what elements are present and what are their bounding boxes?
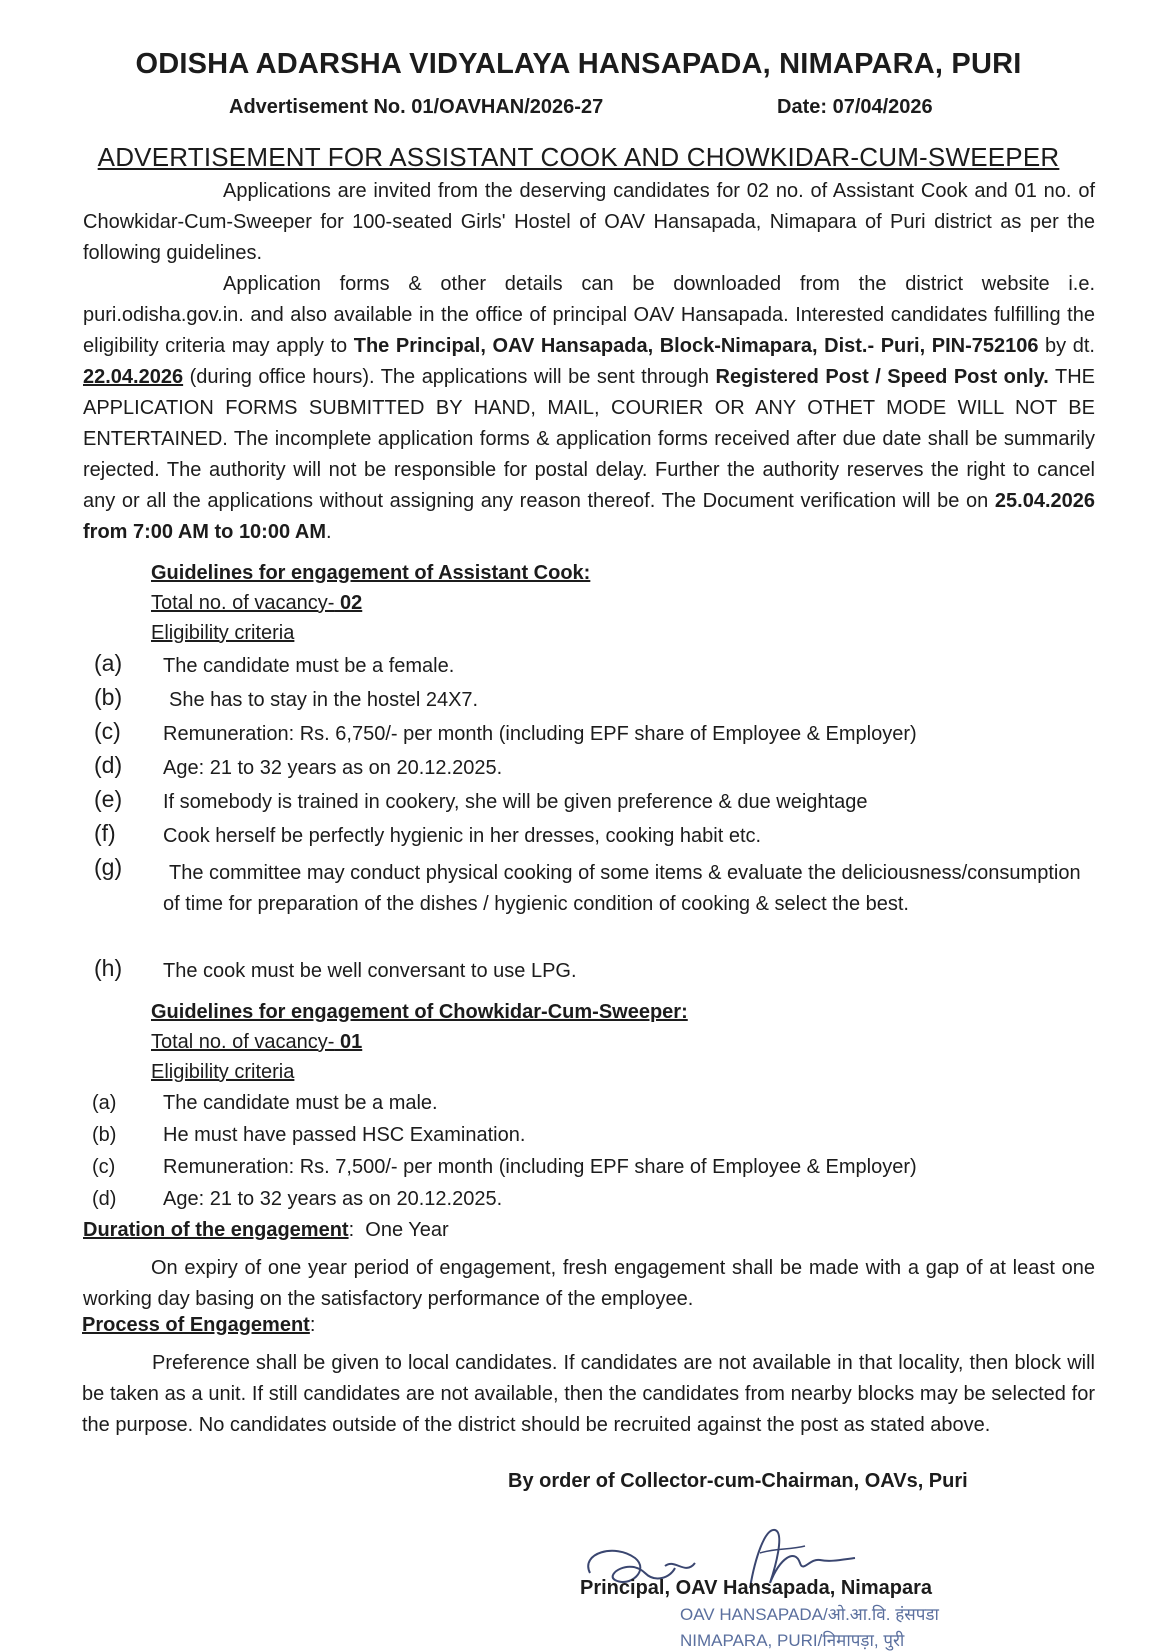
- verification-schedule: 25.04.2026 from 7:00 AM to 10:00 AM: [83, 490, 1095, 543]
- post-mode: Registered Post / Speed Post only.: [715, 366, 1049, 388]
- chowkidar-item-letter: (b): [92, 1124, 117, 1146]
- process-line: [82, 1314, 315, 1337]
- cook-item-text: Age: 21 to 32 years as on 20.12.2025.: [163, 757, 503, 779]
- by-order-line: By order of Collector-cum-Chairman, OAVs, Puri: [508, 1470, 968, 1492]
- stamp-line-1: OAV HANSAPADA/ओ.आ.वि. हंसपडा: [680, 1605, 939, 1624]
- cook-item-text: The committee may conduct physical cooking of some items & evaluate the deliciousness/consumption of time for preparation of the dishes / hygienic condition of cooking & select the best.: [163, 862, 1081, 915]
- intro-section: [83, 176, 1095, 548]
- cook-item-letter: (e): [94, 786, 123, 812]
- cook-item-letter: (c): [94, 718, 121, 744]
- cook-item-text: If somebody is trained in cookery, she will be given preference & due weightage: [163, 791, 868, 813]
- process-paragraph: Preference shall be given to local candidates. If candidates are not available in that locality, then block will be taken as a unit. If still candidates are not available, then the candidates from nearby blocks may be selected for the purpose. No candidates outside of the district should be recruited against the post as stated above.: [82, 1352, 1095, 1436]
- cook-item-text: The candidate must be a female.: [163, 655, 455, 677]
- chowkidar-guidelines-heading: Guidelines for engagement of Chowkidar-Cum-Sweeper:: [151, 1001, 688, 1023]
- cook-vacancy-value: 02: [334, 592, 363, 614]
- advertisement-heading: ADVERTISEMENT FOR ASSISTANT COOK AND CHOWKIDAR-CUM-SWEEPER: [97, 142, 1060, 172]
- cook-item-letter: (d): [94, 752, 123, 778]
- p2-text-b: by dt.: [1038, 335, 1095, 357]
- advertisement-number: Advertisement No. 01/OAVHAN/2026-27: [229, 96, 604, 118]
- chowkidar-vacancy-value: 01: [334, 1031, 363, 1053]
- chowkidar-item-letter: (d): [92, 1188, 117, 1210]
- due-date: 22.04.2026: [83, 366, 184, 388]
- cook-item-letter: (b): [94, 684, 123, 710]
- duration-section: [83, 1253, 1095, 1315]
- cook-item-letter: (g): [94, 854, 123, 880]
- duration-paragraph: On expiry of one year period of engagement, fresh engagement shall be made with a gap of at least one working day basing on the satisfactory performance of the employee.: [83, 1257, 1095, 1310]
- p2-text-end: .: [326, 521, 332, 543]
- school-name: ODISHA ADARSHA VIDYALAYA HANSAPADA, NIMAPARA, PURI: [135, 48, 1022, 80]
- chowkidar-item-letter: (c): [92, 1156, 116, 1178]
- chowkidar-item-text: Age: 21 to 32 years as on 20.12.2025.: [163, 1188, 503, 1210]
- cook-item-text: The cook must be well conversant to use LPG.: [163, 960, 577, 982]
- chowkidar-item-text: He must have passed HSC Examination.: [163, 1124, 526, 1146]
- cook-item-letter: (h): [94, 955, 123, 981]
- p2-text-a: Application forms & other details can be downloaded from the district website i.e. puri.odisha.gov.in. and also available in the office of principal OAV Hansapada. Interested candidates fulfilling the eligibility criteria may apply to: [83, 273, 1095, 357]
- chowkidar-item-text: The candidate must be a male.: [163, 1092, 438, 1114]
- cook-item-letter: (f): [94, 820, 116, 846]
- cook-item-text: She has to stay in the hostel 24X7.: [169, 689, 479, 711]
- cook-item-letter: (a): [94, 650, 123, 676]
- process-label: Process of Engagement: [82, 1314, 310, 1336]
- duration-line: [83, 1219, 449, 1242]
- p2-text-d: THE APPLICATION FORMS SUBMITTED BY HAND, MAIL, COURIER OR ANY OTHET MODE WILL NOT BE ENTERTAINED. The incomplete application forms & application forms received after due date shall be summarily rejected. The authority will not be responsible for postal delay. Further the authority reserves the right to cancel any or all the applications without assigning any reason thereof. The Document verification will be on: [83, 366, 1096, 512]
- cook-item-text: Cook herself be perfectly hygienic in her dresses, cooking habit etc.: [163, 825, 762, 847]
- chowkidar-item-letter: (a): [92, 1092, 117, 1114]
- intro-paragraph-2: [83, 269, 1095, 548]
- chowkidar-eligibility-label: Eligibility criteria: [151, 1061, 295, 1083]
- process-section: [82, 1348, 1095, 1441]
- advertisement-date: Date: 07/04/2026: [777, 96, 933, 118]
- cook-item-text: Remuneration: Rs. 6,750/- per month (including EPF share of Employee & Employer): [163, 723, 917, 745]
- principal-address: The Principal, OAV Hansapada, Block-Nimapara, Dist.- Puri, PIN-752106: [353, 335, 1039, 357]
- chowkidar-vacancy-label: Total no. of vacancy-: [151, 1031, 335, 1053]
- duration-label: Duration of the engagement: [83, 1219, 349, 1241]
- stamp-line-2: NIMAPARA, PURI/निमापड़ा, पुरी: [680, 1631, 905, 1650]
- cook-eligibility-label: Eligibility criteria: [151, 622, 295, 644]
- p2-text-c: (during office hours). The applications will be sent through: [183, 366, 716, 388]
- chowkidar-vacancy: [151, 1031, 362, 1054]
- process-colon: :: [309, 1314, 316, 1336]
- cook-vacancy: [151, 592, 362, 615]
- chowkidar-item-text: Remuneration: Rs. 7,500/- per month (including EPF share of Employee & Employer): [163, 1156, 917, 1178]
- cook-guidelines-heading: Guidelines for engagement of Assistant Cook:: [151, 562, 591, 584]
- duration-colon: :: [348, 1219, 355, 1241]
- duration-value: One Year: [365, 1219, 449, 1241]
- signatory-title: Principal, OAV Hansapada, Nimapara: [580, 1577, 932, 1599]
- intro-paragraph-1: Applications are invited from the deserving candidates for 02 no. of Assistant Cook and 01 no. of Chowkidar-Cum-Sweeper for 100-seated Girls' Hostel of OAV Hansapada, Nimapara of Puri district as per the following guidelines.: [83, 180, 1095, 264]
- cook-vacancy-label: Total no. of vacancy-: [151, 592, 335, 614]
